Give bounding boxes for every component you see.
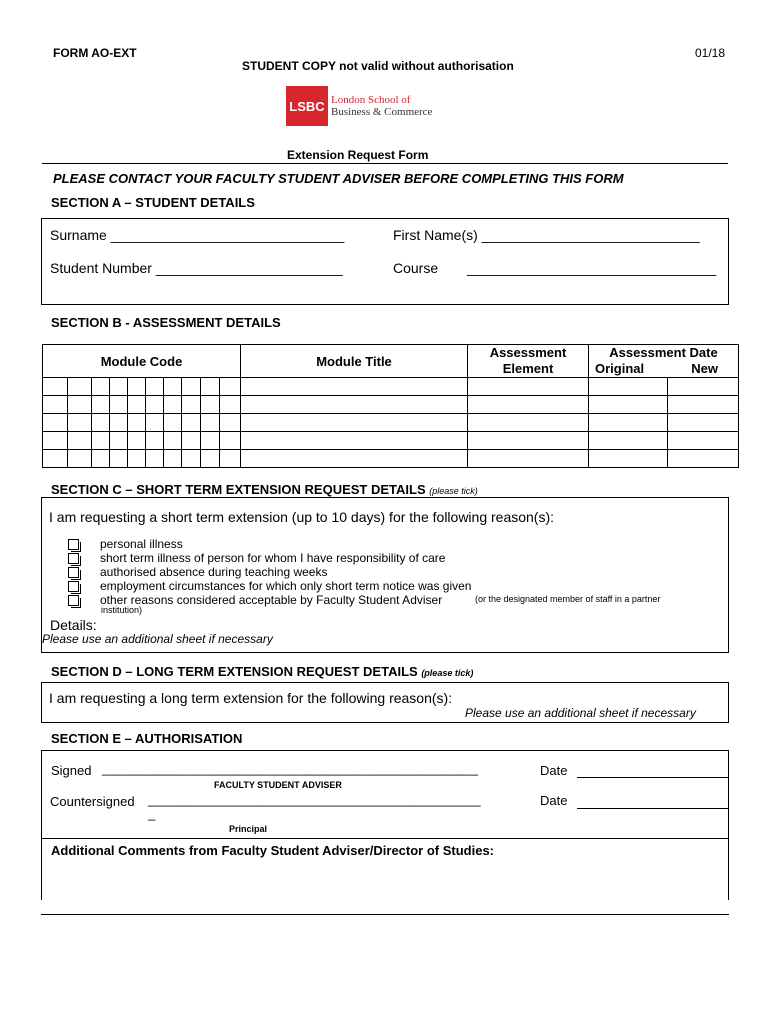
section-d-title-text: SECTION D – LONG TERM EXTENSION REQUEST DETAILS xyxy=(51,664,418,679)
assessment-date-label: Assessment Date xyxy=(609,345,718,360)
module-code-cell[interactable] xyxy=(110,432,128,450)
module-code-cell[interactable] xyxy=(146,396,164,414)
section-d-rule xyxy=(41,652,729,653)
form-bottom-rule xyxy=(41,914,729,915)
assessment-row xyxy=(43,378,739,396)
principal-caption: Principal xyxy=(229,824,268,834)
assessment-element-line1: Assessment xyxy=(489,345,567,360)
module-code-cell[interactable] xyxy=(110,450,128,468)
assessment-table xyxy=(42,344,739,468)
module-code-cell[interactable] xyxy=(164,432,182,450)
module-title-cell[interactable] xyxy=(241,396,468,414)
reason-checkbox[interactable] xyxy=(68,539,79,550)
new-date-cell[interactable] xyxy=(668,396,739,414)
module-code-cell[interactable] xyxy=(164,378,182,396)
section-c-intro: I am requesting a short term extension (up to 10 days) for the following reason(s): xyxy=(49,509,555,525)
new-date-cell[interactable] xyxy=(668,450,739,468)
copy-notice: STUDENT COPY not valid without authorisation xyxy=(242,59,514,73)
section-d-title xyxy=(51,664,473,679)
section-d-additional-sheet: Please use an additional sheet if necessary xyxy=(465,706,696,720)
module-code-cell[interactable] xyxy=(182,396,201,414)
module-code-cell[interactable] xyxy=(164,396,182,414)
assessment-element-cell[interactable] xyxy=(468,414,589,432)
module-code-cell[interactable] xyxy=(43,414,68,432)
assessment-element-line2: Element xyxy=(502,361,554,376)
assessment-row xyxy=(43,414,739,432)
assessment-row xyxy=(43,432,739,450)
module-code-cell[interactable] xyxy=(201,432,220,450)
module-code-cell[interactable] xyxy=(43,396,68,414)
module-code-cell[interactable] xyxy=(164,414,182,432)
module-code-cell[interactable] xyxy=(146,450,164,468)
first-names-field[interactable]: First Name(s) ____________________________ xyxy=(393,227,700,243)
logo-line-2: Business & Commerce xyxy=(331,106,433,118)
section-c-additional-sheet: Please use an additional sheet if necessary xyxy=(42,632,273,646)
countersigned-dash: _ xyxy=(148,806,156,821)
section-e-left-border xyxy=(41,750,42,900)
section-b-title: SECTION B - ASSESSMENT DETAILS xyxy=(51,315,281,330)
reason-checkbox[interactable] xyxy=(68,553,79,564)
module-code-cell[interactable] xyxy=(92,396,110,414)
module-code-cell[interactable] xyxy=(201,378,220,396)
new-date-cell[interactable] xyxy=(668,432,739,450)
original-date-label: Original xyxy=(595,361,645,376)
module-code-cell[interactable] xyxy=(92,378,110,396)
module-code-cell[interactable] xyxy=(220,432,241,450)
module-code-cell[interactable] xyxy=(128,432,146,450)
section-d-right-border xyxy=(728,682,729,722)
reason-label: authorised absence during teaching weeks xyxy=(100,565,328,579)
module-code-cell[interactable] xyxy=(220,450,241,468)
comments-title: Additional Comments from Faculty Student Adviser/Director of Studies: xyxy=(51,843,495,858)
assessment-element-cell[interactable] xyxy=(468,450,589,468)
module-code-cell[interactable] xyxy=(182,432,201,450)
module-code-cell[interactable] xyxy=(110,396,128,414)
other-reason-note-2: institution) xyxy=(101,605,143,615)
section-c-title-text: SECTION C – SHORT TERM EXTENSION REQUEST DETAILS xyxy=(51,482,426,497)
section-e-right-border xyxy=(728,750,729,900)
countersigned-line[interactable]: ______________________________________________ xyxy=(148,792,481,807)
original-date-cell[interactable] xyxy=(589,414,668,432)
module-title-cell[interactable] xyxy=(241,414,468,432)
module-code-cell[interactable] xyxy=(146,432,164,450)
module-code-cell[interactable] xyxy=(182,378,201,396)
lsbc-logo-text xyxy=(331,94,432,118)
module-code-cell[interactable] xyxy=(220,396,241,414)
section-d-left-border xyxy=(41,682,42,722)
surname-field[interactable]: Surname ______________________________ xyxy=(50,227,345,243)
reason-label: employment circumstances for which only short term notice was given xyxy=(100,579,472,593)
title-rule xyxy=(42,163,728,164)
module-code-cell[interactable] xyxy=(128,450,146,468)
module-code-cell[interactable] xyxy=(92,450,110,468)
course-field[interactable]: ________________________________ xyxy=(467,260,717,276)
module-code-cell[interactable] xyxy=(146,378,164,396)
reason-item xyxy=(68,551,445,565)
module-code-cell[interactable] xyxy=(128,378,146,396)
section-d-rule-2 xyxy=(41,682,729,683)
details-label: Details: xyxy=(50,617,97,633)
logo-line-1: London School of xyxy=(331,94,411,106)
module-code-cell[interactable] xyxy=(220,378,241,396)
reason-checkbox[interactable] xyxy=(68,595,79,606)
module-title-cell[interactable] xyxy=(241,432,468,450)
section-c-tick-hint: (please tick) xyxy=(429,486,478,496)
signed-label: Signed xyxy=(51,763,92,778)
module-code-cell[interactable] xyxy=(68,432,92,450)
module-title-cell[interactable] xyxy=(241,450,468,468)
module-code-cell[interactable] xyxy=(146,414,164,432)
assessment-date-header xyxy=(589,345,739,378)
module-code-cell[interactable] xyxy=(92,414,110,432)
reason-item xyxy=(68,565,327,579)
date-label-1: Date xyxy=(540,763,568,778)
comments-rule xyxy=(41,838,729,839)
module-code-cell[interactable] xyxy=(43,378,68,396)
module-code-cell[interactable] xyxy=(128,396,146,414)
module-code-cell[interactable] xyxy=(68,378,92,396)
original-date-cell[interactable] xyxy=(589,378,668,396)
module-code-cell[interactable] xyxy=(164,450,182,468)
original-date-cell[interactable] xyxy=(589,432,668,450)
module-code-cell[interactable] xyxy=(43,432,68,450)
assessment-element-cell[interactable] xyxy=(468,432,589,450)
section-a-title: SECTION A – STUDENT DETAILS xyxy=(51,195,255,210)
module-code-cell[interactable] xyxy=(128,414,146,432)
module-code-cell[interactable] xyxy=(220,414,241,432)
countersigned-label: Countersigned xyxy=(50,794,135,809)
new-date-cell[interactable] xyxy=(668,378,739,396)
module-code-cell[interactable] xyxy=(201,414,220,432)
assessment-rows xyxy=(43,378,739,468)
assessment-row xyxy=(43,450,739,468)
reason-label: personal illness xyxy=(100,537,183,551)
module-code-cell[interactable] xyxy=(110,378,128,396)
original-date-cell[interactable] xyxy=(589,396,668,414)
reason-item xyxy=(68,537,183,551)
module-code-cell[interactable] xyxy=(68,450,92,468)
section-e-title: SECTION E – AUTHORISATION xyxy=(51,731,243,746)
assessment-row xyxy=(43,396,739,414)
section-d-tick-hint: (please tick) xyxy=(421,668,474,678)
form-code: FORM AO-EXT xyxy=(53,46,137,60)
module-code-cell[interactable] xyxy=(110,414,128,432)
reason-checkbox[interactable] xyxy=(68,581,79,592)
module-code-cell[interactable] xyxy=(92,432,110,450)
form-version: 01/18 xyxy=(695,46,726,60)
module-code-cell[interactable] xyxy=(68,396,92,414)
other-reason-note: (or the designated member of staff in a partner xyxy=(475,594,661,604)
section-d-intro: I am requesting a long term extension for the following reason(s): xyxy=(49,690,453,706)
reason-label: other reasons considered acceptable by Faculty Student Adviser xyxy=(100,593,443,607)
new-date-label: New xyxy=(691,361,718,376)
module-title-header-label: Module Title xyxy=(316,353,392,369)
module-code-cell[interactable] xyxy=(182,450,201,468)
module-code-header-label: Module Code xyxy=(100,353,183,369)
reason-label: short term illness of person for whom I have responsibility of care xyxy=(100,551,446,565)
reason-checkbox[interactable] xyxy=(68,567,79,578)
form-title: Extension Request Form xyxy=(287,148,429,162)
assessment-element-cell[interactable] xyxy=(468,396,589,414)
section-c-title xyxy=(51,482,478,497)
original-date-cell[interactable] xyxy=(589,450,668,468)
module-code-cell[interactable] xyxy=(201,450,220,468)
new-date-cell[interactable] xyxy=(668,414,739,432)
module-code-cell[interactable] xyxy=(201,396,220,414)
date-label-2: Date xyxy=(540,793,568,808)
reason-item xyxy=(68,579,471,593)
student-number-field[interactable]: Student Number ________________________ xyxy=(50,260,343,276)
adviser-caption: FACULTY STUDENT ADVISER xyxy=(214,780,342,790)
module-code-cell[interactable] xyxy=(43,450,68,468)
course-label: Course xyxy=(393,260,439,276)
module-code-cell[interactable] xyxy=(182,414,201,432)
module-title-cell[interactable] xyxy=(241,378,468,396)
module-code-header xyxy=(43,345,241,378)
section-d-bottom-rule xyxy=(41,722,729,723)
signed-line[interactable]: ____________________________________________________ xyxy=(102,761,478,776)
assessment-element-cell[interactable] xyxy=(468,378,589,396)
contact-notice: PLEASE CONTACT YOUR FACULTY STUDENT ADVISER BEFORE COMPLETING THIS FORM xyxy=(53,171,624,186)
lsbc-logo: LSBC xyxy=(286,86,328,126)
date-line-1[interactable] xyxy=(577,777,729,778)
assessment-element-header xyxy=(468,345,589,378)
section-e-rule xyxy=(41,750,729,751)
module-code-cell[interactable] xyxy=(68,414,92,432)
module-title-header xyxy=(241,345,468,378)
date-line-2[interactable] xyxy=(577,808,729,809)
